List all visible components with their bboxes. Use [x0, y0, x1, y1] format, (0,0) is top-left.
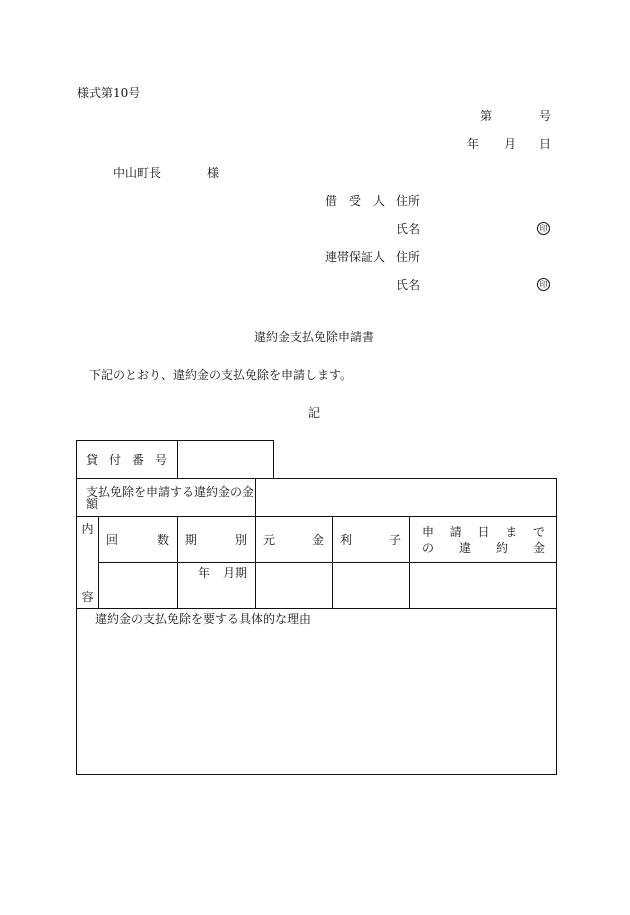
guarantor-label: 連帯保証人 [325, 250, 386, 264]
date-year: 年 [467, 137, 480, 151]
doc-number-suffix: 号 [539, 109, 552, 123]
borrower-address-label: 住所 [396, 194, 421, 208]
amount-label: 支払免除を申請する違約金の金額 [86, 484, 255, 511]
col-principal-header: 元 金 [256, 517, 333, 563]
borrower-name-label: 氏名 [396, 222, 421, 236]
amount-value-cell[interactable] [256, 479, 557, 517]
period-year-label: 年 [198, 566, 211, 580]
loan-number-table [76, 440, 274, 479]
principal-value-cell[interactable] [256, 563, 333, 609]
guarantor-seal-mark-icon: 印 [537, 278, 550, 291]
addressee-name: 中山町長 [113, 166, 162, 180]
document-title: 違約金支払免除申請書 [254, 330, 375, 344]
penalty-details-table [76, 478, 557, 775]
doc-number-prefix: 第 [480, 109, 493, 123]
loan-number-value-cell[interactable] [178, 441, 274, 479]
period-month-label: 月期 [223, 566, 248, 580]
body-text: 下記のとおり、違約金の支払免除を申請します。 [89, 368, 353, 382]
col-penalty-header: 申 請 日 ま で の 違 約 金 [410, 517, 557, 563]
col-interest-header: 利 子 [333, 517, 410, 563]
interest-value-cell[interactable] [333, 563, 410, 609]
count-value-cell[interactable] [99, 563, 178, 609]
amount-label-cell [77, 479, 256, 517]
penalty-value-cell[interactable] [410, 563, 557, 609]
guarantor-address-label: 住所 [396, 250, 421, 264]
seal-mark-icon: 印 [537, 222, 550, 235]
date-month: 月 [504, 137, 517, 151]
borrower-label: 借 受 人 [325, 194, 386, 208]
details-side-label: 内 容 [77, 517, 99, 609]
date-day: 日 [539, 137, 552, 151]
col-period-header: 期 別 [178, 517, 256, 563]
guarantor-name-label: 氏名 [396, 278, 421, 292]
ki-heading: 記 [308, 406, 321, 420]
reason-cell[interactable] [77, 609, 557, 775]
period-value-cell[interactable] [178, 563, 256, 609]
addressee-honorific: 様 [207, 166, 220, 180]
reason-label: 違約金の支払免除を要する具体的な理由 [95, 612, 312, 626]
form-number: 様式第10号 [77, 86, 141, 100]
loan-number-label-cell: 貸 付 番 号 [77, 441, 178, 479]
col-count-header: 回 数 [99, 517, 178, 563]
